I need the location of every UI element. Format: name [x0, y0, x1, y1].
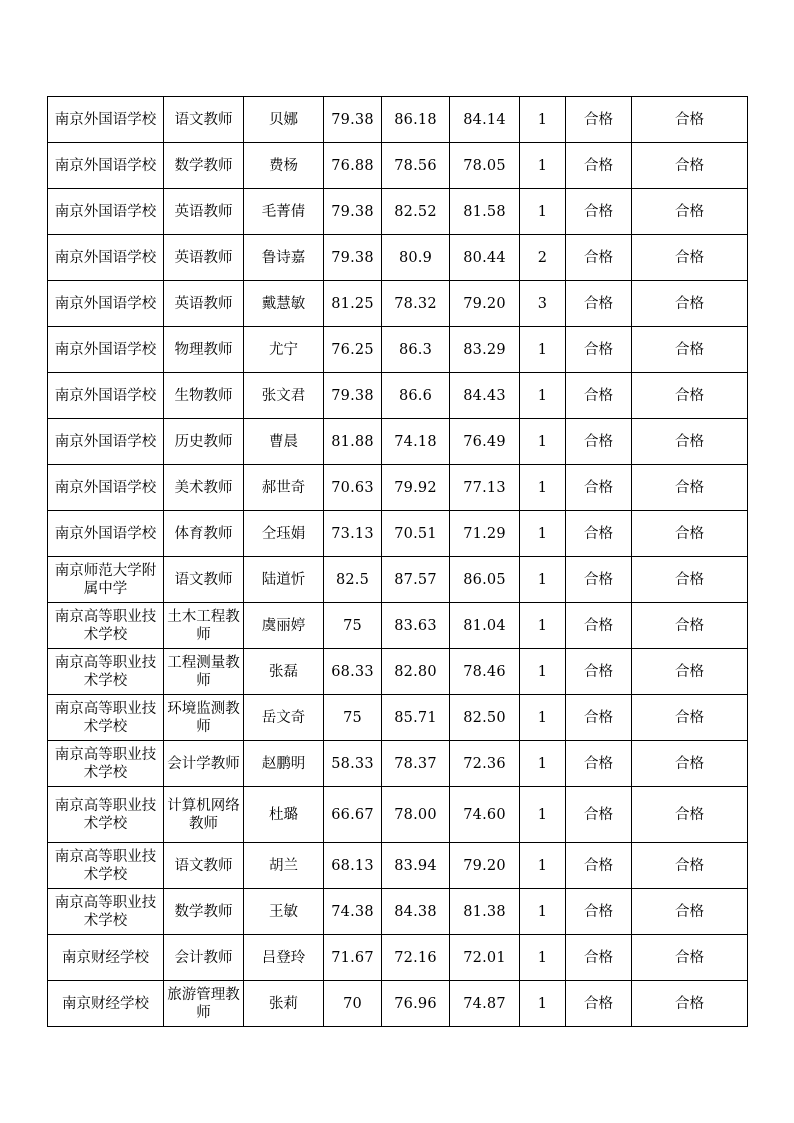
total-score-cell: 78.46	[450, 649, 520, 695]
name-cell: 毛菁倩	[244, 189, 324, 235]
exam-result-cell: 合格	[566, 649, 632, 695]
written-score-cell: 70	[324, 981, 382, 1027]
table-row	[48, 465, 748, 511]
position-cell: 计算机网络教师	[164, 787, 244, 843]
review-result-cell: 合格	[632, 281, 748, 327]
school-cell: 南京外国语学校	[48, 189, 164, 235]
position-cell: 数学教师	[164, 889, 244, 935]
written-score-cell: 81.25	[324, 281, 382, 327]
written-score-cell: 68.33	[324, 649, 382, 695]
total-score-cell: 86.05	[450, 557, 520, 603]
school-cell: 南京高等职业技术学校	[48, 843, 164, 889]
total-score-cell: 74.60	[450, 787, 520, 843]
school-cell: 南京财经学校	[48, 935, 164, 981]
interview-score-cell: 70.51	[382, 511, 450, 557]
written-score-cell: 76.25	[324, 327, 382, 373]
total-score-cell: 77.13	[450, 465, 520, 511]
review-result-cell: 合格	[632, 97, 748, 143]
review-result-cell: 合格	[632, 843, 748, 889]
review-result-cell: 合格	[632, 649, 748, 695]
written-score-cell: 70.63	[324, 465, 382, 511]
review-result-cell: 合格	[632, 189, 748, 235]
interview-score-cell: 76.96	[382, 981, 450, 1027]
written-score-cell: 76.88	[324, 143, 382, 189]
name-cell: 杜璐	[244, 787, 324, 843]
interview-score-cell: 86.18	[382, 97, 450, 143]
school-cell: 南京高等职业技术学校	[48, 603, 164, 649]
exam-result-cell: 合格	[566, 143, 632, 189]
table-row	[48, 189, 748, 235]
interview-score-cell: 82.52	[382, 189, 450, 235]
rank-cell: 3	[520, 281, 566, 327]
total-score-cell: 84.43	[450, 373, 520, 419]
table-row	[48, 97, 748, 143]
exam-result-cell: 合格	[566, 935, 632, 981]
interview-score-cell: 78.32	[382, 281, 450, 327]
position-cell: 会计教师	[164, 935, 244, 981]
school-cell: 南京师范大学附属中学	[48, 557, 164, 603]
name-cell: 贝娜	[244, 97, 324, 143]
table-row	[48, 603, 748, 649]
interview-score-cell: 83.63	[382, 603, 450, 649]
total-score-cell: 78.05	[450, 143, 520, 189]
written-score-cell: 73.13	[324, 511, 382, 557]
rank-cell: 1	[520, 557, 566, 603]
written-score-cell: 79.38	[324, 97, 382, 143]
school-cell: 南京外国语学校	[48, 511, 164, 557]
total-score-cell: 72.36	[450, 741, 520, 787]
review-result-cell: 合格	[632, 511, 748, 557]
review-result-cell: 合格	[632, 465, 748, 511]
exam-result-cell: 合格	[566, 741, 632, 787]
written-score-cell: 68.13	[324, 843, 382, 889]
written-score-cell: 81.88	[324, 419, 382, 465]
table-row	[48, 649, 748, 695]
position-cell: 物理教师	[164, 327, 244, 373]
table-row	[48, 419, 748, 465]
school-cell: 南京外国语学校	[48, 327, 164, 373]
review-result-cell: 合格	[632, 373, 748, 419]
position-cell: 生物教师	[164, 373, 244, 419]
exam-result-cell: 合格	[566, 465, 632, 511]
review-result-cell: 合格	[632, 981, 748, 1027]
interview-score-cell: 78.00	[382, 787, 450, 843]
name-cell: 张莉	[244, 981, 324, 1027]
exam-result-cell: 合格	[566, 511, 632, 557]
exam-result-cell: 合格	[566, 419, 632, 465]
rank-cell: 2	[520, 235, 566, 281]
rank-cell: 1	[520, 889, 566, 935]
table-row	[48, 235, 748, 281]
written-score-cell: 74.38	[324, 889, 382, 935]
rank-cell: 1	[520, 695, 566, 741]
name-cell: 胡兰	[244, 843, 324, 889]
review-result-cell: 合格	[632, 143, 748, 189]
review-result-cell: 合格	[632, 935, 748, 981]
rank-cell: 1	[520, 189, 566, 235]
written-score-cell: 75	[324, 695, 382, 741]
table-row	[48, 741, 748, 787]
name-cell: 曹晨	[244, 419, 324, 465]
total-score-cell: 76.49	[450, 419, 520, 465]
name-cell: 鲁诗嘉	[244, 235, 324, 281]
total-score-cell: 81.58	[450, 189, 520, 235]
table-row	[48, 143, 748, 189]
position-cell: 会计学教师	[164, 741, 244, 787]
school-cell: 南京高等职业技术学校	[48, 889, 164, 935]
name-cell: 陆道忻	[244, 557, 324, 603]
total-score-cell: 84.14	[450, 97, 520, 143]
position-cell: 英语教师	[164, 281, 244, 327]
review-result-cell: 合格	[632, 741, 748, 787]
school-cell: 南京外国语学校	[48, 143, 164, 189]
name-cell: 仝珏娟	[244, 511, 324, 557]
interview-score-cell: 79.92	[382, 465, 450, 511]
written-score-cell: 79.38	[324, 235, 382, 281]
table-row	[48, 327, 748, 373]
written-score-cell: 71.67	[324, 935, 382, 981]
total-score-cell: 81.38	[450, 889, 520, 935]
table-row	[48, 281, 748, 327]
review-result-cell: 合格	[632, 787, 748, 843]
interview-score-cell: 86.3	[382, 327, 450, 373]
exam-result-cell: 合格	[566, 97, 632, 143]
school-cell: 南京高等职业技术学校	[48, 741, 164, 787]
table-row	[48, 935, 748, 981]
results-table-body	[48, 97, 748, 1027]
table-row	[48, 511, 748, 557]
table-row	[48, 889, 748, 935]
rank-cell: 1	[520, 327, 566, 373]
name-cell: 虞丽婷	[244, 603, 324, 649]
name-cell: 吕登玲	[244, 935, 324, 981]
rank-cell: 1	[520, 741, 566, 787]
review-result-cell: 合格	[632, 695, 748, 741]
name-cell: 费杨	[244, 143, 324, 189]
position-cell: 英语教师	[164, 189, 244, 235]
position-cell: 历史教师	[164, 419, 244, 465]
table-row	[48, 843, 748, 889]
table-row	[48, 787, 748, 843]
written-score-cell: 58.33	[324, 741, 382, 787]
interview-score-cell: 85.71	[382, 695, 450, 741]
review-result-cell: 合格	[632, 327, 748, 373]
name-cell: 张磊	[244, 649, 324, 695]
exam-result-cell: 合格	[566, 235, 632, 281]
interview-score-cell: 74.18	[382, 419, 450, 465]
total-score-cell: 80.44	[450, 235, 520, 281]
written-score-cell: 66.67	[324, 787, 382, 843]
rank-cell: 1	[520, 843, 566, 889]
exam-result-cell: 合格	[566, 557, 632, 603]
exam-result-cell: 合格	[566, 889, 632, 935]
position-cell: 语文教师	[164, 843, 244, 889]
position-cell: 工程测量教师	[164, 649, 244, 695]
position-cell: 环境监测教师	[164, 695, 244, 741]
interview-score-cell: 86.6	[382, 373, 450, 419]
interview-score-cell: 80.9	[382, 235, 450, 281]
exam-result-cell: 合格	[566, 189, 632, 235]
school-cell: 南京外国语学校	[48, 97, 164, 143]
table-row	[48, 695, 748, 741]
total-score-cell: 81.04	[450, 603, 520, 649]
school-cell: 南京高等职业技术学校	[48, 787, 164, 843]
table-row	[48, 557, 748, 603]
name-cell: 张文君	[244, 373, 324, 419]
table-row	[48, 981, 748, 1027]
review-result-cell: 合格	[632, 603, 748, 649]
review-result-cell: 合格	[632, 889, 748, 935]
rank-cell: 1	[520, 787, 566, 843]
exam-result-cell: 合格	[566, 603, 632, 649]
position-cell: 英语教师	[164, 235, 244, 281]
interview-score-cell: 78.56	[382, 143, 450, 189]
interview-score-cell: 84.38	[382, 889, 450, 935]
exam-result-cell: 合格	[566, 843, 632, 889]
total-score-cell: 74.87	[450, 981, 520, 1027]
total-score-cell: 79.20	[450, 281, 520, 327]
exam-result-cell: 合格	[566, 787, 632, 843]
name-cell: 尤宁	[244, 327, 324, 373]
exam-result-cell: 合格	[566, 281, 632, 327]
total-score-cell: 83.29	[450, 327, 520, 373]
interview-score-cell: 83.94	[382, 843, 450, 889]
total-score-cell: 71.29	[450, 511, 520, 557]
school-cell: 南京外国语学校	[48, 235, 164, 281]
position-cell: 旅游管理教师	[164, 981, 244, 1027]
school-cell: 南京外国语学校	[48, 373, 164, 419]
total-score-cell: 72.01	[450, 935, 520, 981]
results-table	[47, 96, 748, 1027]
interview-score-cell: 87.57	[382, 557, 450, 603]
school-cell: 南京高等职业技术学校	[48, 695, 164, 741]
position-cell: 体育教师	[164, 511, 244, 557]
review-result-cell: 合格	[632, 235, 748, 281]
review-result-cell: 合格	[632, 557, 748, 603]
school-cell: 南京外国语学校	[48, 465, 164, 511]
position-cell: 数学教师	[164, 143, 244, 189]
rank-cell: 1	[520, 649, 566, 695]
written-score-cell: 82.5	[324, 557, 382, 603]
rank-cell: 1	[520, 373, 566, 419]
name-cell: 戴慧敏	[244, 281, 324, 327]
rank-cell: 1	[520, 97, 566, 143]
exam-result-cell: 合格	[566, 981, 632, 1027]
interview-score-cell: 72.16	[382, 935, 450, 981]
name-cell: 郝世奇	[244, 465, 324, 511]
rank-cell: 1	[520, 981, 566, 1027]
school-cell: 南京财经学校	[48, 981, 164, 1027]
rank-cell: 1	[520, 935, 566, 981]
exam-result-cell: 合格	[566, 695, 632, 741]
total-score-cell: 79.20	[450, 843, 520, 889]
school-cell: 南京高等职业技术学校	[48, 649, 164, 695]
name-cell: 王敏	[244, 889, 324, 935]
table-row	[48, 373, 748, 419]
position-cell: 语文教师	[164, 557, 244, 603]
position-cell: 语文教师	[164, 97, 244, 143]
exam-result-cell: 合格	[566, 373, 632, 419]
rank-cell: 1	[520, 419, 566, 465]
review-result-cell: 合格	[632, 419, 748, 465]
rank-cell: 1	[520, 603, 566, 649]
interview-score-cell: 78.37	[382, 741, 450, 787]
rank-cell: 1	[520, 511, 566, 557]
written-score-cell: 79.38	[324, 189, 382, 235]
written-score-cell: 75	[324, 603, 382, 649]
school-cell: 南京外国语学校	[48, 419, 164, 465]
rank-cell: 1	[520, 143, 566, 189]
written-score-cell: 79.38	[324, 373, 382, 419]
name-cell: 岳文奇	[244, 695, 324, 741]
position-cell: 土木工程教师	[164, 603, 244, 649]
interview-score-cell: 82.80	[382, 649, 450, 695]
position-cell: 美术教师	[164, 465, 244, 511]
name-cell: 赵鹏明	[244, 741, 324, 787]
rank-cell: 1	[520, 465, 566, 511]
total-score-cell: 82.50	[450, 695, 520, 741]
school-cell: 南京外国语学校	[48, 281, 164, 327]
exam-result-cell: 合格	[566, 327, 632, 373]
